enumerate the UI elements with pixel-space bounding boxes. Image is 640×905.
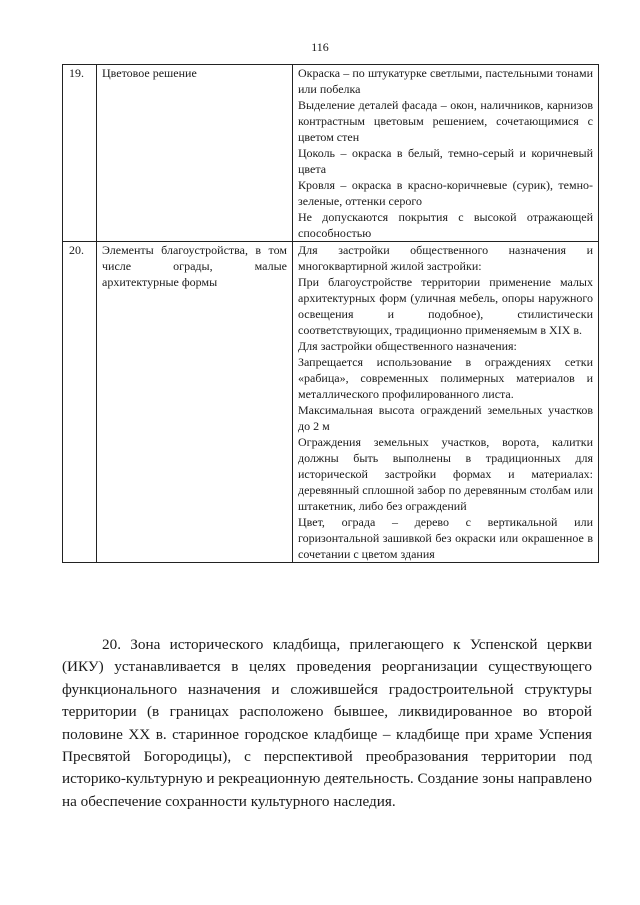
row-number: 20.: [63, 242, 97, 563]
page-number: 116: [311, 40, 329, 54]
requirement-item: Кровля – окраска в красно-коричневые (сурик), темно-зеленые, оттенки серого: [298, 178, 593, 208]
requirements-table: [62, 64, 599, 563]
row-requirements: [293, 242, 599, 563]
row-name: Цветовое решение: [97, 65, 293, 242]
requirement-item: Для застройки общественного назначения и многоквартирной жилой застройки:: [298, 243, 593, 273]
requirement-item: Цоколь – окраска в белый, темно-серый и коричневый цвета: [298, 146, 593, 176]
requirement-item: Для застройки общественного назначения:: [298, 339, 517, 353]
row-requirements: [293, 65, 599, 242]
requirement-item: Цвет, ограда – дерево с вертикальной или горизонтальной зашивкой без окраски или окрашенное в сочетании с цветом здания: [298, 515, 593, 561]
table-row: [63, 65, 599, 242]
requirement-item: При благоустройстве территории применение малых архитектурных форм (уличная мебель, опоры наружного освещения и подобное), стилистически соответствующих, традиционно применяемым в XIX в.: [298, 275, 593, 337]
table-row: [63, 242, 599, 563]
requirement-item: Выделение деталей фасада – окон, наличников, карнизов контрастным цветовым решением, сочетающимися с цветом стен: [298, 98, 593, 144]
row-name: Элементы благоустройства, в том числе ограды, малые архитектурные формы: [97, 242, 293, 563]
row-number: 19.: [63, 65, 97, 242]
requirement-item: Окраска – по штукатурке светлыми, пастельными тонами или побелка: [298, 66, 593, 96]
requirement-item: Максимальная высота ограждений земельных участков до 2 м: [298, 403, 593, 433]
body-paragraph: 20. Зона исторического кладбища, прилегающего к Успенской церкви (ИКУ) устанавливается в целях проведения реорганизации существующего функционального назначения и сложившейся градостроительной структуры территории (в границах расположено бывшее, ликвидированное во второй половине XX в. старинное городское кладбище – кладбище при храме Успения Пресвятой Богородицы), с перспективой преобразования территории под историко-культурную и рекреационную деятельность. Создание зоны направлено на обеспечение сохранности культурного наследия.: [62, 636, 592, 810]
requirement-item: Не допускаются покрытия с высокой отражающей способностью: [298, 210, 593, 240]
requirement-item: Запрещается использование в ограждениях сетки «рабица», современных полимерных материалов и металлического профилированного листа.: [298, 355, 593, 401]
requirement-item: Ограждения земельных участков, ворота, калитки должны быть выполнены в традиционных для исторической застройки формах и материалах: деревянный сплошной забор по деревянным столбам или штакетник, либо без ограждений: [298, 435, 593, 513]
